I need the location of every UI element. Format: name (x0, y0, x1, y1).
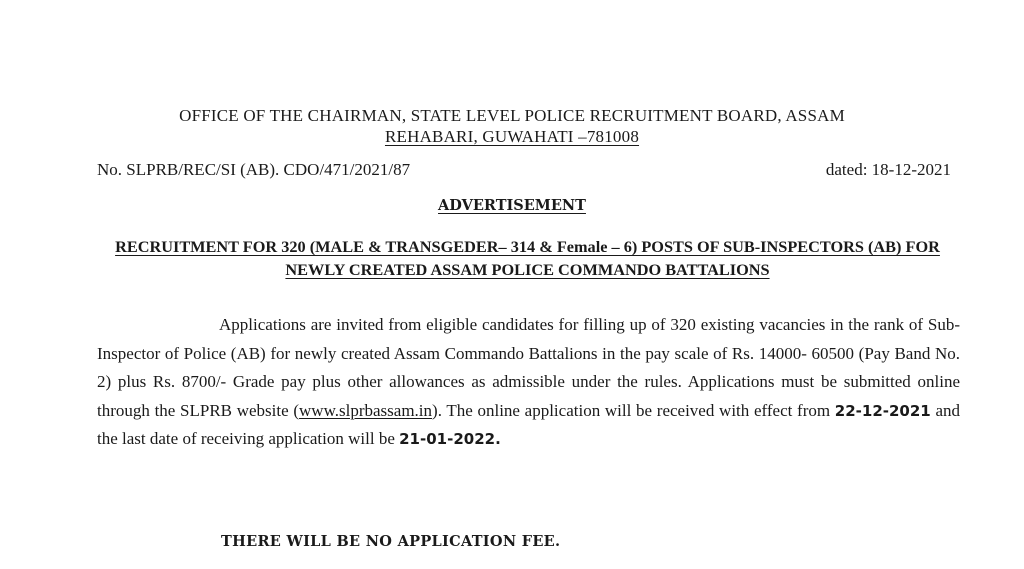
start-date: 22-12-2021 (834, 401, 931, 420)
end-date: 21-01-2022. (399, 430, 501, 449)
office-heading: OFFICE OF THE CHAIRMAN, STATE LEVEL POLICE RECRUITMENT BOARD, ASSAM (179, 106, 845, 125)
body-text-part2: ). The online application will be received with effect from (432, 400, 835, 420)
reference-date: dated: 18-12-2021 (825, 160, 951, 179)
website-link[interactable]: www.slprbassam.in (299, 400, 433, 420)
body-text-part3: and the last date of receiving application will be (97, 400, 960, 449)
office-address: REHABARI, GUWAHATI –781008 (384, 127, 640, 146)
reference-number: No. SLPRB/REC/SI (AB). CDO/471/2021/87 (97, 160, 411, 179)
body-paragraph (97, 311, 960, 454)
recruitment-title: RECRUITMENT FOR 320 (MALE & TRANSGEDER– 314 & Female – 6) POSTS OF SUB-INSPECTORS (AB) FOR NEWLY CREATED ASSAM POLICE COMMANDO BATTALIONS (115, 237, 940, 279)
document-heading: ADVERTISEMENT (438, 197, 586, 214)
no-fee-notice: THERE WILL BE NO APPLICATION FEE. (221, 533, 561, 550)
body-text-part1: Applications are invited from eligible candidates for filling up of 320 existing vacancies in the rank of Sub-Inspector of Police (AB) for newly created Assam Commando Battalions in the pay scale of Rs. 14000- 60500 (Pay Band No. 2) plus Rs. 8700/- Grade pay plus other allowances as admissible under the rules. Applications must be submitted online through the SLPRB website ( (97, 315, 960, 420)
